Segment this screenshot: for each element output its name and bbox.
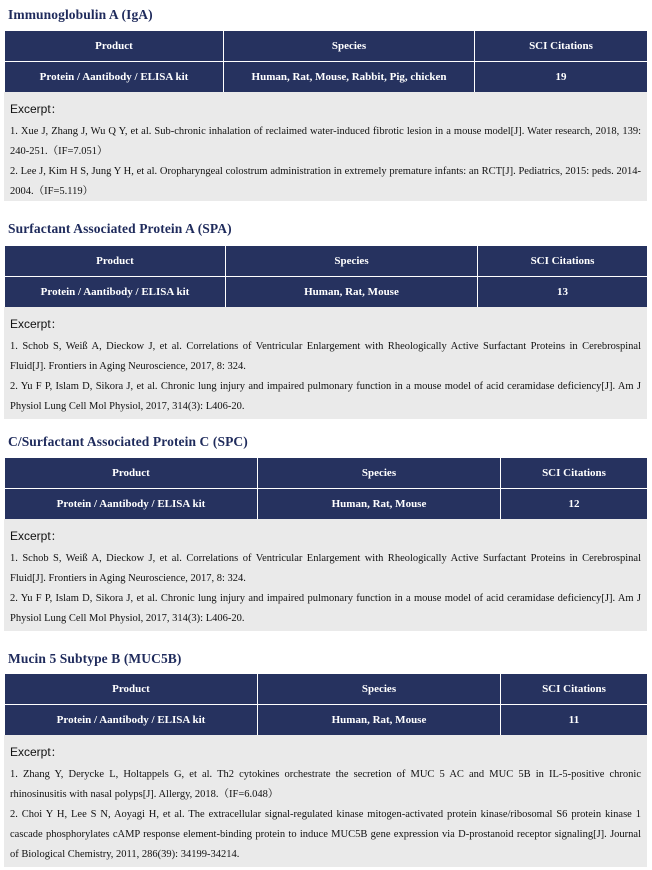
- excerpt-box: [4, 307, 647, 419]
- excerpt-label: Excerpt：: [10, 102, 63, 116]
- cell-species: Human, Rat, Mouse, Rabbit, Pig, chicken: [224, 62, 475, 93]
- cell-citations: 12: [501, 489, 648, 520]
- table-row: [5, 705, 648, 736]
- section-title: Mucin 5 Subtype B (MUC5B): [8, 651, 182, 666]
- header-sci-citations: SCI Citations: [501, 674, 648, 705]
- reference-item: 2. Yu F P, Islam D, Sikora J, et al. Chronic lung injury and impaired pulmonary function in a mouse model of acid ceramidase deficiency[J]. Am J Physiol Lung Cell Mol Physiol, 2017, 314(3): L406-20.: [10, 381, 641, 412]
- reference-item: 2. Lee J, Kim H S, Jung Y H, et al. Oropharyngeal colostrum administration in extremely premature infants: an RCT[J]. Pediatrics, 2015: peds. 2014-2004.（IF=5.119）: [10, 166, 641, 197]
- cell-product: Protein / Aantibody / ELISA kit: [5, 489, 258, 520]
- product-table: [4, 457, 648, 520]
- reference-item: 1. Zhang Y, Derycke L, Holtappels G, et al. Th2 cytokines orchestrate the secretion of MUC 5 AC and MUC 5B in IL-5-positive chronic rhinosinusitis with nasal polyps[J]. Allergy, 2018.（IF=6.048）: [10, 769, 641, 800]
- reference-item: 2. Yu F P, Islam D, Sikora J, et al. Chronic lung injury and impaired pulmonary function in a mouse model of acid ceramidase deficiency[J]. Am J Physiol Lung Cell Mol Physiol, 2017, 314(3): L406-20.: [10, 593, 641, 624]
- header-species: Species: [258, 674, 501, 705]
- header-product: Product: [5, 674, 258, 705]
- cell-product: Protein / Aantibody / ELISA kit: [5, 277, 226, 308]
- cell-species: Human, Rat, Mouse: [226, 277, 478, 308]
- reference-item: 2. Choi Y H, Lee S N, Aoyagi H, et al. The extracellular signal-regulated kinase mitogen-activated protein kinase/ribosomal S6 protein kinase 1 cascade phosphorylates cAMP response element-binding protein to induce MUC5B gene expression via D-prostanoid receptor signaling[J]. Journal of Biological Chemistry, 2011, 286(39): 34199-34214.: [10, 809, 641, 860]
- cell-citations: 11: [501, 705, 648, 736]
- header-product: Product: [5, 31, 224, 62]
- table-header-row: [5, 31, 648, 62]
- table-row: [5, 489, 648, 520]
- excerpt-box: [4, 92, 647, 201]
- product-table: [4, 245, 648, 308]
- header-species: Species: [226, 246, 478, 277]
- excerpt-label: Excerpt：: [10, 529, 63, 543]
- section-title: Immunoglobulin A (IgA): [8, 7, 153, 22]
- product-table: [4, 673, 648, 736]
- cell-species: Human, Rat, Mouse: [258, 489, 501, 520]
- reference-item: 1. Xue J, Zhang J, Wu Q Y, et al. Sub-chronic inhalation of reclaimed water-induced fibrotic lesion in a mouse model[J]. Water research, 2018, 139: 240-251.（IF=7.051）: [10, 126, 641, 157]
- excerpt-label: Excerpt：: [10, 745, 63, 759]
- table-header-row: [5, 674, 648, 705]
- header-sci-citations: SCI Citations: [501, 458, 648, 489]
- table-row: [5, 277, 648, 308]
- cell-citations: 13: [478, 277, 648, 308]
- header-species: Species: [224, 31, 475, 62]
- header-product: Product: [5, 246, 226, 277]
- reference-item: 1. Schob S, Weiß A, Dieckow J, et al. Correlations of Ventricular Enlargement with Rheologically Active Surfactant Proteins in Cerebrospinal Fluid[J]. Frontiers in Aging Neuroscience, 2017, 8: 324.: [10, 341, 641, 372]
- cell-citations: 19: [475, 62, 648, 93]
- table-header-row: [5, 246, 648, 277]
- table-header-row: [5, 458, 648, 489]
- section-title: C/Surfactant Associated Protein C (SPC): [8, 434, 248, 449]
- cell-product: Protein / Aantibody / ELISA kit: [5, 705, 258, 736]
- excerpt-box: [4, 735, 647, 867]
- product-table: [4, 30, 648, 93]
- cell-product: Protein / Aantibody / ELISA kit: [5, 62, 224, 93]
- header-sci-citations: SCI Citations: [475, 31, 648, 62]
- excerpt-box: [4, 519, 647, 631]
- reference-item: 1. Schob S, Weiß A, Dieckow J, et al. Correlations of Ventricular Enlargement with Rheologically Active Surfactant Proteins in Cerebrospinal Fluid[J]. Frontiers in Aging Neuroscience, 2017, 8: 324.: [10, 553, 641, 584]
- excerpt-label: Excerpt：: [10, 317, 63, 331]
- cell-species: Human, Rat, Mouse: [258, 705, 501, 736]
- header-sci-citations: SCI Citations: [478, 246, 648, 277]
- header-species: Species: [258, 458, 501, 489]
- table-row: [5, 62, 648, 93]
- header-product: Product: [5, 458, 258, 489]
- section-title: Surfactant Associated Protein A (SPA): [8, 221, 232, 236]
